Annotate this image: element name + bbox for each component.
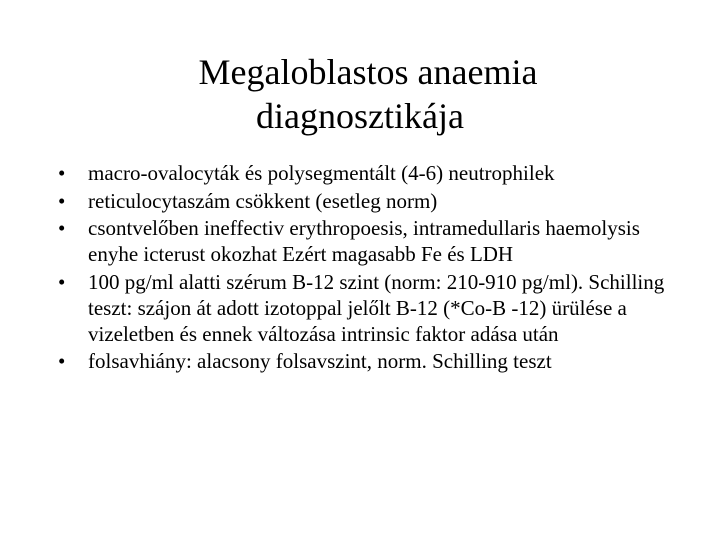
bullet-text: 100 pg/ml alatti szérum B-12 szint (norm: 210-910 pg/ml). Schilling teszt: szájon át adott izotoppal jelőlt B-12 (*Co-B -12) ürülése a vizeletben és ennek változása intrinsic faktor adása után: [88, 269, 665, 346]
bullet-item: [58, 160, 668, 186]
bullet-icon: •: [58, 216, 66, 240]
slide-title: [0, 50, 720, 138]
bullet-item: [58, 188, 668, 214]
bullet-list: [58, 160, 668, 376]
bullet-icon: •: [58, 161, 66, 185]
bullet-text: folsavhiány: alacsony folsavszint, norm. Schilling teszt: [88, 349, 552, 373]
bullet-item: [58, 215, 668, 267]
bullet-icon: •: [58, 188, 66, 213]
bullet-item: [58, 269, 668, 347]
title-line-2: diagnosztikája: [256, 96, 464, 136]
title-line-1: Megaloblastos anaemia: [198, 52, 538, 92]
bullet-text: macro-ovalocyták és polysegmentált (4-6) neutrophilek: [88, 161, 555, 185]
bullet-item: [58, 348, 668, 374]
bullet-icon: •: [58, 269, 66, 294]
bullet-text: reticulocytaszám csökkent (esetleg norm): [88, 188, 438, 213]
bullet-icon: •: [58, 349, 66, 373]
bullet-text: csontvelőben ineffectiv erythropoesis, intramedullaris haemolysis enyhe icterust okozhat Ezért magasabb Fe és LDH: [88, 216, 640, 266]
